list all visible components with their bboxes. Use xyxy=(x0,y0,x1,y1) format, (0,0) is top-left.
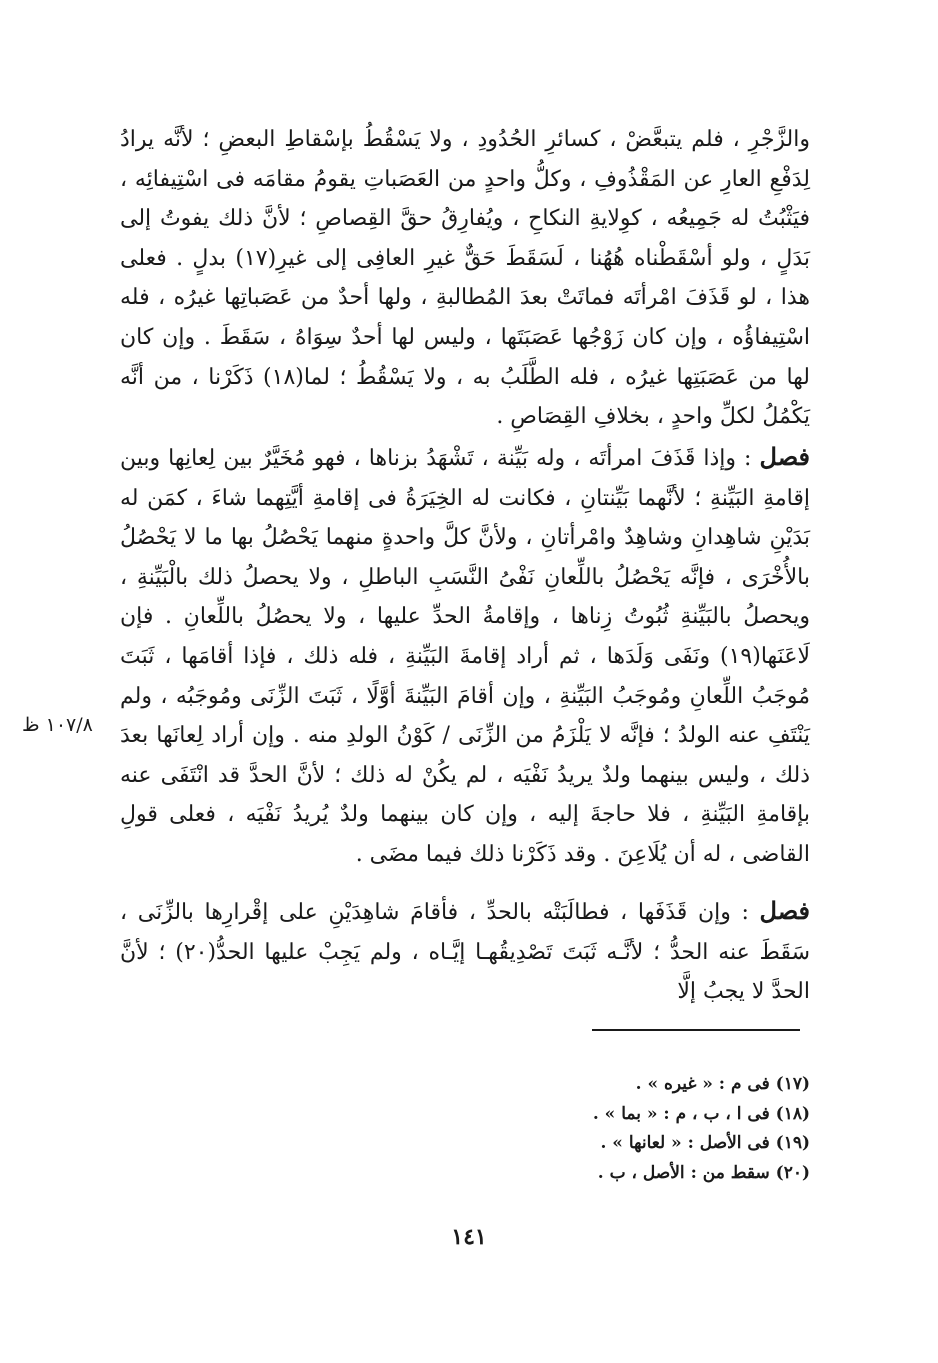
footnote-separator xyxy=(592,1029,800,1031)
section-heading-fasl: فصل xyxy=(759,896,810,925)
paragraph-2 xyxy=(120,437,810,875)
main-text-paragraph-1 xyxy=(120,120,810,437)
footnote-18: (١٨) فى ا ، ب ، م : « بما » . xyxy=(592,1103,810,1124)
manuscript-folio-marker: ١٠٧/٨ ظ xyxy=(22,714,93,736)
paragraph-3-text: : وإن قَذَفَها ، فطالَبَتْه بالحدِّ ، فأقامَ شاهِدَيْنِ على إقْرارِها بالزِّنَى ، سَقَطَ عنه الحدُّ ؛ لأنَّـه ثَبَتَ تَصْدِيقُهـا إيَّـاه ، ولم يَجِبْ عليها الحدُّ(٢٠) ؛ لأنَّ الحدَّ لا يجبُ إلَّا xyxy=(120,900,811,1005)
page-number: ١٤١ xyxy=(451,1224,487,1250)
paragraph-2-text: : وإذا قَذَفَ امرأتَه ، وله بَيِّنة ، تَشْهَدُ بزناها ، فهو مُخَيَّرٌ بين لِعانِها وبين إقامةِ البَيِّنةِ ؛ لأنَّهما بَيِّنتانِ ، فكانت له الخِيَرَةُ فى إقامةِ أيَّتِهما شاءَ ، كمَن له بَدَيْنِ شاهِدانِ وشاهِدٌ وامْرأتانِ ، ولأنَّ كلَّ واحدةٍ منهما يَحْصُلُ بها ما لا يَحْصُلُ بالأُخْرَى ، فإنَّه يَحْصُلُ باللِّعانِ نَفْىُ النَّسَبِ الباطلِ ، ولا يحصلُ ذلك بالْبَيِّنةِ ، ويحصلُ بالبَيِّنةِ ثُبُوتُ زِناها ، وإقامةُ الحدِّ عليها ، ولا يحصُلُ باللِّعانِ . فإن لَاعَنَها(١٩) ونَفَى وَلَدَها ، ثم أراد إقامةَ البَيِّنةِ ، فله ذلك ، فإذا أقامَها ، ثَبَتَ مُوجَبُ اللِّعانِ ومُوجَبُ البَيِّنةِ ، وإن أقامَ البَيِّنةَ أوَّلًا ، ثَبَتَ الزِّنَى ومُوجَبُه ، ولم يَنْتَفِ عنه الولدُ ؛ فإنَّه لا يَلْزَمُ من الزِّنَى / كَوْنُ الولدِ منه . وإن أراد لِعانَها بعدَ ذلك ، وليس بينهما ولدٌ يريدُ نَفْيَه ، لم يكُنْ له ذلك ؛ لأنَّ الحدَّ قد انْتَفَى عنه بإقامةِ البَيِّنةِ ، فلا حاجةَ إليه ، وإن كان بينهما ولدٌ يُريدُ نَفْيَه ، فعلى قولِ القاضى ، له أن يُلَاعِنَ . وقد ذَكَرْنا ذلك فيما مضَى . xyxy=(120,446,810,867)
main-text-paragraph-3 xyxy=(120,891,810,1012)
footnote-19: (١٩) فى الأصل : « لعانها » . xyxy=(600,1133,810,1153)
section-heading-fasl: فصل xyxy=(759,442,810,471)
main-text-paragraph-2 xyxy=(120,437,810,875)
footnote-20: (٢٠) سقط من : الأصل ، ب . xyxy=(597,1162,810,1183)
paragraph-1-text: والزَّجْرِ ، فلم يتبعَّضْ ، كسائرِ الحُدُودِ ، ولا يَسْقُطُ بإسْقاطِ البعضِ ؛ لأنَّه يرادُ لِدَفْعِ العارِ عن المَقْذُوفِ ، وكلُّ واحدٍ من العَصَباتِ يقومُ مقامَه فى اسْتِيفائِه ، فيَثْبُتُ له جَمِيعُه ، كوِلايةِ النكاحِ ، ويُفارِقُ حقَّ القِصاصِ ؛ لأنَّ ذلك يفوتُ إلى بَدَلٍ ، ولو أسْقَطْناه هُهُنا ، لَسَقَطَ حَقٌّ غيرِ العافِى إلى غيرِ(١٧) بدلٍ . فعلى هذا ، لو قَذَفَ امْرأتَه فماتَتْ بعدَ المُطالبةِ ، ولها أحدٌ من عَصَباتِها غيرُه ، فله اسْتِيفاؤُه ، وإن كان زَوْجُها عَصَبَتَها ، وليس لها أحدٌ سِوَاهُ ، سَقَطَ . وإن كان لها من عَصَبَتِها غيرُه ، فله الطَّلَبُ به ، ولا يَسْقُطُ ؛ لما(١٨) ذَكَرْنا ، من أنَّه يَكْمُلُ لكلِّ واحدٍ ، بخلافِ القِصَاصِ . xyxy=(120,127,810,430)
paragraph-3 xyxy=(120,891,810,1012)
footnotes xyxy=(420,1070,810,1188)
footnote-17: (١٧) فى م : « غيره » . xyxy=(635,1074,810,1094)
